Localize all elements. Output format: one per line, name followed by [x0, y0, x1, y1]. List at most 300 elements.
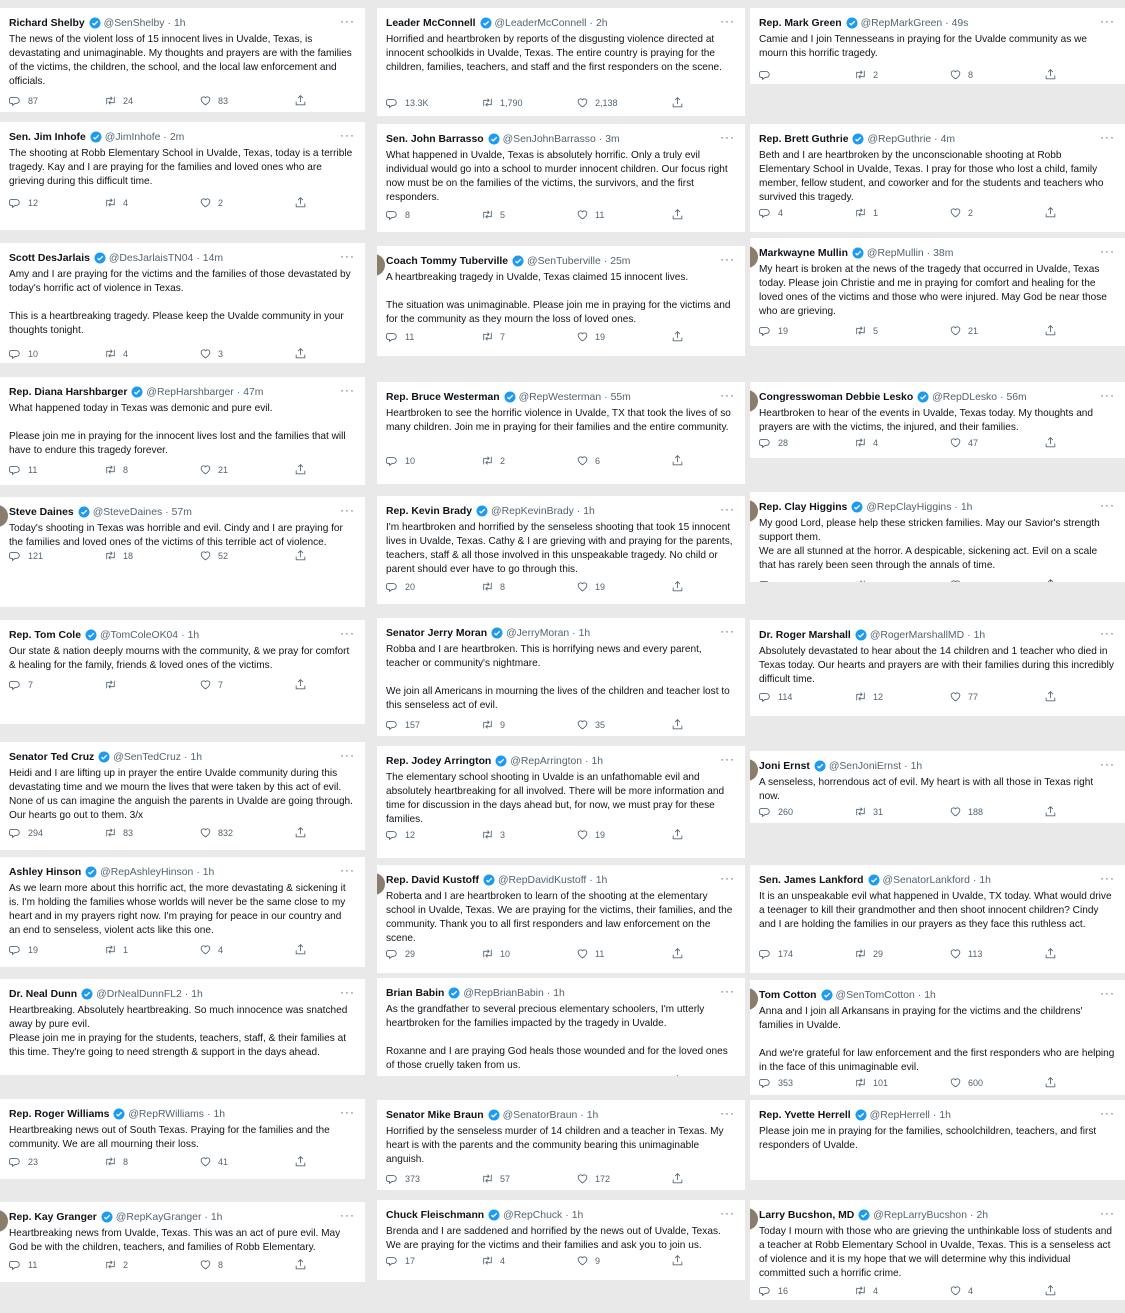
- more-options-icon[interactable]: ···: [720, 984, 735, 998]
- share-button[interactable]: [671, 1254, 690, 1267]
- reply-button[interactable]: [9, 549, 104, 562]
- retweet-button[interactable]: [481, 580, 576, 593]
- retweet-button[interactable]: [854, 1284, 949, 1297]
- like-button[interactable]: [576, 1172, 671, 1185]
- reply-button[interactable]: [9, 196, 104, 209]
- more-options-icon[interactable]: ···: [340, 14, 355, 28]
- author-name[interactable]: Senator Ted Cruz: [9, 751, 95, 763]
- retweet-button[interactable]: [481, 208, 576, 221]
- like-button[interactable]: [576, 718, 671, 731]
- author-handle[interactable]: @RepHerrell: [869, 1109, 930, 1121]
- more-options-icon[interactable]: ···: [1100, 1106, 1115, 1120]
- author-handle[interactable]: @SenTedCruz: [113, 751, 181, 763]
- author-name[interactable]: Markwayne Mullin: [759, 247, 848, 259]
- more-options-icon[interactable]: ···: [340, 863, 355, 877]
- like-button[interactable]: [199, 1258, 294, 1271]
- author-name[interactable]: Rep. Clay Higgins: [759, 501, 848, 513]
- tweet-time[interactable]: 56m: [1006, 391, 1027, 403]
- more-options-icon[interactable]: ···: [340, 748, 355, 762]
- retweet-button[interactable]: [854, 1076, 949, 1089]
- more-options-icon[interactable]: ···: [720, 752, 735, 766]
- like-button[interactable]: [199, 94, 294, 107]
- share-button[interactable]: [1044, 578, 1063, 582]
- like-button[interactable]: [199, 549, 294, 562]
- author-name[interactable]: Congresswoman Debbie Lesko: [759, 391, 914, 403]
- retweet-button[interactable]: [854, 947, 949, 960]
- tweet-time[interactable]: 1h: [191, 988, 203, 1000]
- share-button[interactable]: [1044, 206, 1063, 219]
- author-handle[interactable]: @SenatorLankford: [882, 874, 970, 886]
- author-handle[interactable]: @RepChuck: [503, 1209, 563, 1221]
- like-button[interactable]: [949, 206, 1044, 219]
- more-options-icon[interactable]: ···: [720, 252, 735, 266]
- tweet-card[interactable]: [377, 124, 745, 232]
- like-button[interactable]: [576, 330, 671, 343]
- author-handle[interactable]: @SenJohnBarrasso: [502, 133, 596, 145]
- tweet-card[interactable]: [0, 1099, 365, 1179]
- like-button[interactable]: [199, 1155, 294, 1168]
- author-handle[interactable]: @RepMullin: [866, 247, 924, 259]
- reply-button[interactable]: [386, 947, 481, 960]
- reply-button[interactable]: [386, 208, 481, 221]
- tweet-card[interactable]: [0, 979, 365, 1075]
- like-button[interactable]: [949, 68, 1044, 81]
- retweet-button[interactable]: [104, 196, 199, 209]
- like-button[interactable]: [949, 1284, 1044, 1297]
- tweet-time[interactable]: 1h: [202, 866, 215, 878]
- tweet-card[interactable]: [0, 620, 365, 724]
- tweet-card[interactable]: [377, 865, 745, 973]
- tweet-time[interactable]: 38m: [933, 247, 954, 259]
- tweet-card[interactable]: [750, 124, 1125, 232]
- author-handle[interactable]: @RepMarkGreen: [860, 17, 943, 29]
- reply-button[interactable]: [759, 324, 854, 337]
- like-button[interactable]: [576, 947, 671, 960]
- author-name[interactable]: Rep. Tom Cole: [9, 629, 81, 641]
- author-name[interactable]: Richard Shelby: [9, 17, 85, 29]
- tweet-time[interactable]: 1h: [210, 1211, 223, 1223]
- more-options-icon[interactable]: ···: [340, 1208, 355, 1222]
- share-button[interactable]: [1044, 68, 1063, 81]
- like-button[interactable]: [949, 947, 1044, 960]
- author-handle[interactable]: @SenatorBraun: [502, 1109, 578, 1121]
- like-button[interactable]: [199, 347, 294, 360]
- reply-button[interactable]: [9, 678, 104, 691]
- avatar[interactable]: [377, 254, 385, 276]
- tweet-time[interactable]: 2h: [595, 17, 608, 29]
- tweet-time[interactable]: 1h: [924, 989, 936, 1001]
- author-handle[interactable]: @RepHarshbarger: [146, 386, 234, 398]
- retweet-button[interactable]: [481, 96, 576, 109]
- author-name[interactable]: Tom Cotton: [759, 989, 817, 1001]
- retweet-button[interactable]: [104, 943, 199, 956]
- avatar[interactable]: [0, 505, 8, 527]
- tweet-card[interactable]: [377, 978, 745, 1076]
- author-handle[interactable]: @JimInhofe: [104, 131, 161, 143]
- more-options-icon[interactable]: ···: [340, 128, 355, 142]
- retweet-button[interactable]: [481, 947, 576, 960]
- avatar[interactable]: [750, 390, 758, 412]
- author-name[interactable]: Steve Daines: [9, 506, 74, 518]
- more-options-icon[interactable]: ···: [720, 871, 735, 885]
- share-button[interactable]: [671, 330, 690, 343]
- author-name[interactable]: Dr. Roger Marshall: [759, 629, 851, 641]
- tweet-card[interactable]: [377, 1200, 745, 1280]
- like-button[interactable]: [576, 454, 671, 467]
- share-button[interactable]: [671, 454, 690, 467]
- author-handle[interactable]: @RepKevinBrady: [491, 505, 574, 517]
- author-name[interactable]: Ashley Hinson: [9, 866, 82, 878]
- share-button[interactable]: [1044, 436, 1063, 449]
- author-handle[interactable]: @SenShelby: [103, 17, 165, 29]
- tweet-card[interactable]: [377, 496, 745, 604]
- tweet-time[interactable]: 3m: [605, 133, 620, 145]
- tweet-card[interactable]: [377, 618, 745, 736]
- author-name[interactable]: Rep. Diana Harshbarger: [9, 386, 128, 398]
- retweet-button[interactable]: [104, 826, 199, 839]
- more-options-icon[interactable]: ···: [340, 626, 355, 640]
- tweet-card[interactable]: [750, 382, 1125, 458]
- tweet-card[interactable]: [0, 377, 365, 485]
- reply-button[interactable]: [759, 805, 854, 818]
- author-name[interactable]: Rep. Kay Granger: [9, 1211, 97, 1223]
- author-name[interactable]: Leader McConnell: [386, 17, 476, 29]
- tweet-time[interactable]: 25m: [610, 255, 631, 267]
- retweet-button[interactable]: [481, 1172, 576, 1185]
- share-button[interactable]: [671, 1172, 690, 1185]
- tweet-card[interactable]: [0, 1202, 365, 1282]
- avatar[interactable]: [377, 873, 385, 895]
- like-button[interactable]: [199, 678, 294, 691]
- tweet-card[interactable]: [0, 742, 365, 850]
- tweet-card[interactable]: [750, 751, 1125, 823]
- like-button[interactable]: [576, 828, 671, 841]
- author-handle[interactable]: @SteveDaines: [92, 506, 163, 518]
- more-options-icon[interactable]: ···: [1100, 244, 1115, 258]
- like-button[interactable]: [199, 943, 294, 956]
- reply-button[interactable]: [759, 947, 854, 960]
- author-name[interactable]: Coach Tommy Tuberville: [386, 255, 509, 267]
- author-name[interactable]: Senator Jerry Moran: [386, 627, 488, 639]
- like-button[interactable]: [199, 463, 294, 476]
- author-handle[interactable]: @RepDLesko: [932, 391, 998, 403]
- reply-button[interactable]: [759, 1076, 854, 1089]
- tweet-time[interactable]: 57m: [171, 506, 192, 518]
- share-button[interactable]: [294, 943, 313, 956]
- author-name[interactable]: Rep. Bruce Westerman: [386, 391, 500, 403]
- more-options-icon[interactable]: ···: [1100, 14, 1115, 28]
- like-button[interactable]: [576, 1074, 671, 1076]
- reply-button[interactable]: [9, 463, 104, 476]
- retweet-button[interactable]: [104, 94, 199, 107]
- like-button[interactable]: [949, 1076, 1044, 1089]
- like-button[interactable]: [576, 580, 671, 593]
- tweet-time[interactable]: 1h: [586, 1109, 599, 1121]
- reply-button[interactable]: [9, 1258, 104, 1271]
- more-options-icon[interactable]: ···: [1100, 871, 1115, 885]
- more-options-icon[interactable]: ···: [720, 130, 735, 144]
- more-options-icon[interactable]: ···: [1100, 498, 1115, 512]
- retweet-button[interactable]: [104, 463, 199, 476]
- more-options-icon[interactable]: ···: [1100, 1206, 1115, 1220]
- more-options-icon[interactable]: ···: [1100, 626, 1115, 640]
- more-options-icon[interactable]: ···: [720, 388, 735, 402]
- avatar[interactable]: [750, 1208, 758, 1230]
- share-button[interactable]: [671, 947, 690, 960]
- author-handle[interactable]: @RepClayHiggins: [866, 501, 952, 513]
- like-button[interactable]: [949, 578, 1044, 582]
- share-button[interactable]: [671, 718, 690, 731]
- tweet-card[interactable]: [750, 238, 1125, 346]
- retweet-button[interactable]: [481, 828, 576, 841]
- more-options-icon[interactable]: ···: [1100, 757, 1115, 771]
- more-options-icon[interactable]: ···: [340, 1105, 355, 1119]
- share-button[interactable]: [671, 828, 690, 841]
- reply-button[interactable]: [9, 94, 104, 107]
- tweet-time[interactable]: 4m: [940, 133, 956, 145]
- author-name[interactable]: Sen. James Lankford: [759, 874, 864, 886]
- tweet-card[interactable]: [0, 8, 365, 112]
- retweet-button[interactable]: [481, 718, 576, 731]
- reply-button[interactable]: [386, 580, 481, 593]
- retweet-button[interactable]: [854, 436, 949, 449]
- tweet-time[interactable]: 1h: [187, 629, 200, 641]
- tweet-card[interactable]: [0, 243, 365, 363]
- author-name[interactable]: Joni Ernst: [759, 760, 810, 772]
- author-name[interactable]: Rep. Kevin Brady: [386, 505, 473, 517]
- like-button[interactable]: [949, 805, 1044, 818]
- more-options-icon[interactable]: ···: [720, 624, 735, 638]
- reply-button[interactable]: [759, 436, 854, 449]
- tweet-time[interactable]: 1h: [553, 987, 565, 999]
- tweet-card[interactable]: [377, 8, 745, 116]
- reply-button[interactable]: [9, 826, 104, 839]
- tweet-card[interactable]: [0, 497, 365, 607]
- reply-button[interactable]: [9, 347, 104, 360]
- tweet-card[interactable]: [750, 1200, 1125, 1300]
- reply-button[interactable]: [386, 330, 481, 343]
- author-handle[interactable]: @LeaderMcConnell: [494, 17, 587, 29]
- share-button[interactable]: [294, 347, 313, 360]
- tweet-card[interactable]: [750, 620, 1125, 716]
- tweet-card[interactable]: [377, 382, 745, 484]
- share-button[interactable]: [294, 463, 313, 476]
- reply-button[interactable]: [9, 943, 104, 956]
- more-options-icon[interactable]: ···: [340, 249, 355, 263]
- share-button[interactable]: [294, 196, 313, 209]
- reply-button[interactable]: [759, 578, 854, 582]
- share-button[interactable]: [671, 208, 690, 221]
- avatar[interactable]: [750, 246, 758, 268]
- share-button[interactable]: [1044, 1076, 1063, 1089]
- retweet-button[interactable]: [104, 678, 199, 691]
- retweet-count: 9: [500, 719, 506, 730]
- retweet-button[interactable]: [854, 206, 949, 219]
- retweet-button[interactable]: [854, 805, 949, 818]
- tweet-card[interactable]: [750, 865, 1125, 973]
- author-name[interactable]: Rep. Yvette Herrell: [759, 1109, 851, 1121]
- tweet-time[interactable]: 14m: [202, 252, 224, 264]
- tweet-card[interactable]: [750, 8, 1125, 84]
- reply-button[interactable]: [386, 1074, 481, 1076]
- like-button[interactable]: [576, 1254, 671, 1267]
- more-options-icon[interactable]: ···: [340, 985, 355, 999]
- author-handle[interactable]: @RepWesterman: [518, 391, 602, 403]
- tweet-time[interactable]: 1h: [591, 755, 604, 767]
- share-button[interactable]: [294, 549, 313, 562]
- more-options-icon[interactable]: ···: [720, 502, 735, 516]
- retweet-button[interactable]: [104, 1258, 199, 1271]
- tweet-card[interactable]: [0, 122, 365, 230]
- retweet-button[interactable]: [481, 330, 576, 343]
- more-options-icon[interactable]: ···: [1100, 986, 1115, 1000]
- author-handle[interactable]: @RepArrington: [510, 755, 583, 767]
- author-handle[interactable]: @SenTomCotton: [835, 989, 915, 1001]
- tweet-card[interactable]: [377, 246, 745, 356]
- avatar[interactable]: [750, 759, 758, 781]
- avatar[interactable]: [0, 1210, 8, 1232]
- share-button[interactable]: [671, 580, 690, 593]
- tweet-time[interactable]: 1h: [960, 501, 973, 513]
- tweet-card[interactable]: [377, 746, 745, 858]
- author-handle[interactable]: @SenTuberville: [527, 255, 601, 267]
- reply-button[interactable]: [386, 96, 481, 109]
- tweet-time[interactable]: 1h: [939, 1109, 951, 1121]
- tweet-time[interactable]: 1h: [583, 505, 595, 517]
- share-button[interactable]: [671, 1074, 690, 1076]
- tweet-card[interactable]: [750, 980, 1125, 1095]
- tweet-card[interactable]: [377, 1100, 745, 1190]
- tweet-time[interactable]: 1h: [173, 17, 186, 29]
- author-handle[interactable]: @RepKayGranger: [115, 1211, 202, 1223]
- retweet-button[interactable]: [854, 578, 949, 582]
- share-button[interactable]: [294, 678, 313, 691]
- author-handle[interactable]: @RepRWilliams: [128, 1108, 204, 1120]
- share-button[interactable]: [1044, 324, 1063, 337]
- author-handle[interactable]: @RepLarryBucshon: [873, 1209, 967, 1221]
- like-button[interactable]: [199, 826, 294, 839]
- share-button[interactable]: [1044, 805, 1063, 818]
- share-button[interactable]: [294, 1258, 313, 1271]
- tweet-time[interactable]: 1h: [595, 874, 608, 886]
- reply-button[interactable]: [759, 68, 854, 81]
- author-handle[interactable]: @SenJoniErnst: [828, 760, 902, 772]
- more-options-icon[interactable]: ···: [1100, 388, 1115, 402]
- tweet-time[interactable]: 47m: [243, 386, 264, 398]
- retweet-button[interactable]: [854, 324, 949, 337]
- retweet-button[interactable]: [481, 1074, 576, 1076]
- reply-button[interactable]: [9, 1155, 104, 1168]
- author-handle[interactable]: @DesJarlaisTN04: [108, 252, 194, 264]
- tweet-time[interactable]: 55m: [610, 391, 631, 403]
- tweet-card[interactable]: [750, 1100, 1125, 1180]
- like-button[interactable]: [949, 324, 1044, 337]
- author-handle[interactable]: @RepGuthrie: [867, 133, 932, 145]
- tweet-card[interactable]: [0, 857, 365, 967]
- reply-button[interactable]: [386, 718, 481, 731]
- author-name[interactable]: Rep. Jodey Arrington: [386, 755, 492, 767]
- tweet-time[interactable]: 2h: [976, 1209, 989, 1221]
- more-options-icon[interactable]: ···: [720, 14, 735, 28]
- like-button[interactable]: [199, 196, 294, 209]
- like-button[interactable]: [949, 690, 1044, 703]
- reply-button[interactable]: [386, 1172, 481, 1185]
- more-options-icon[interactable]: ···: [720, 1206, 735, 1220]
- author-handle[interactable]: @RepBrianBabin: [463, 987, 544, 999]
- like-button[interactable]: [949, 436, 1044, 449]
- tweet-time[interactable]: 1h: [213, 1108, 226, 1120]
- share-button[interactable]: [294, 94, 313, 107]
- author-handle[interactable]: @RogerMarshallMD: [869, 629, 965, 641]
- share-button[interactable]: [671, 96, 690, 109]
- share-button[interactable]: [294, 1155, 313, 1168]
- author-handle[interactable]: @RepDavidKustoff: [497, 874, 587, 886]
- like-button[interactable]: [576, 208, 671, 221]
- more-options-icon[interactable]: ···: [720, 1106, 735, 1120]
- like-button[interactable]: [576, 96, 671, 109]
- author-name[interactable]: Scott DesJarlais: [9, 252, 90, 264]
- author-name[interactable]: Rep. Roger Williams: [9, 1108, 110, 1120]
- retweet-button[interactable]: [854, 690, 949, 703]
- reply-button[interactable]: [759, 690, 854, 703]
- retweet-button[interactable]: [854, 68, 949, 81]
- share-button[interactable]: [1044, 690, 1063, 703]
- author-handle[interactable]: @JerryMoran: [506, 627, 570, 639]
- author-name[interactable]: Sen. Jim Inhofe: [9, 131, 86, 143]
- author-name[interactable]: Sen. John Barrasso: [386, 133, 484, 145]
- reply-button[interactable]: [386, 454, 481, 467]
- retweet-button[interactable]: [481, 1254, 576, 1267]
- reply-button[interactable]: [759, 1284, 854, 1297]
- reply-button[interactable]: [759, 206, 854, 219]
- share-button[interactable]: [1044, 947, 1063, 960]
- author-handle[interactable]: @RepAshleyHinson: [100, 866, 194, 878]
- tweet-time[interactable]: 1h: [979, 874, 991, 886]
- reply-button[interactable]: [386, 1254, 481, 1267]
- author-name[interactable]: Brian Babin: [386, 987, 445, 999]
- tweet-time[interactable]: 2m: [169, 131, 185, 143]
- tweet-time[interactable]: 1h: [578, 627, 591, 639]
- avatar[interactable]: [750, 500, 758, 522]
- tweet-card[interactable]: [750, 492, 1125, 582]
- tweet-time[interactable]: 1h: [190, 751, 203, 763]
- retweet-button[interactable]: [104, 347, 199, 360]
- avatar[interactable]: [750, 988, 758, 1010]
- tweet-time[interactable]: 49s: [951, 17, 969, 29]
- author-name[interactable]: Rep. Brett Guthrie: [759, 133, 849, 145]
- author-name[interactable]: Chuck Fleischmann: [386, 1209, 485, 1221]
- author-name[interactable]: Rep. David Kustoff: [386, 874, 479, 886]
- author-name[interactable]: Rep. Mark Green: [759, 17, 842, 29]
- author-name[interactable]: Senator Mike Braun: [386, 1109, 484, 1121]
- author-name[interactable]: Dr. Neal Dunn: [9, 988, 78, 1000]
- author-handle[interactable]: @DrNealDunnFL2: [96, 988, 182, 1000]
- more-options-icon[interactable]: ···: [1100, 130, 1115, 144]
- reply-button[interactable]: [386, 828, 481, 841]
- retweet-button[interactable]: [481, 454, 576, 467]
- more-options-icon[interactable]: ···: [340, 503, 355, 517]
- tweet-time[interactable]: 1h: [571, 1209, 584, 1221]
- author-name[interactable]: Larry Bucshon, MD: [759, 1209, 855, 1221]
- retweet-button[interactable]: [104, 1155, 199, 1168]
- tweet-time[interactable]: 1h: [973, 629, 986, 641]
- retweet-button[interactable]: [104, 549, 199, 562]
- tweet-time[interactable]: 1h: [910, 760, 923, 772]
- share-button[interactable]: [1044, 1284, 1063, 1297]
- share-button[interactable]: [294, 826, 313, 839]
- more-options-icon[interactable]: ···: [340, 383, 355, 397]
- author-handle[interactable]: @TomColeOK04: [99, 629, 179, 641]
